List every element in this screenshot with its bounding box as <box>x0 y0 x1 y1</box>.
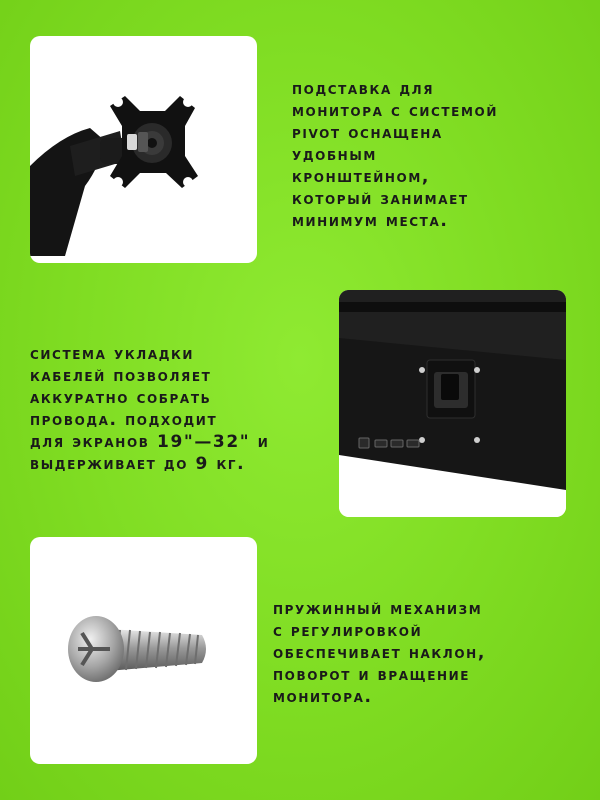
text-line: pivot оснащена <box>292 123 443 143</box>
text-line: монитора с системой <box>292 101 498 121</box>
text-line: удобным <box>292 145 377 165</box>
text-line: система укладки <box>30 344 195 364</box>
vesa-arm-photo-card <box>30 36 257 263</box>
text-line: аккуратно собрать <box>30 388 212 408</box>
text-block-1 <box>292 78 592 232</box>
screw-image <box>30 537 257 764</box>
text-line: обеспечивает наклон, <box>273 643 486 663</box>
vesa-bracket-image <box>30 36 257 263</box>
text-line: кронштейном, <box>292 167 430 187</box>
text-line: монитора. <box>273 687 373 707</box>
text-block-3 <box>273 598 593 708</box>
text-line: для экранов 19"—32" и <box>30 432 270 452</box>
text-line: минимум места. <box>292 211 449 231</box>
text-line: с регулировкой <box>273 621 423 641</box>
text-line: провода. подходит <box>30 410 218 430</box>
text-line: который занимает <box>292 189 469 209</box>
text-line: пружинный механизм <box>273 599 483 619</box>
monitor-rear-image <box>339 290 566 517</box>
monitor-rear-photo-card <box>339 290 566 517</box>
text-line: подставка для <box>292 79 435 99</box>
text-block-2 <box>30 343 330 475</box>
text-line: выдерживает до 9 кг. <box>30 454 246 474</box>
text-line: кабелей позволяет <box>30 366 212 386</box>
text-line: поворот и вращение <box>273 665 471 685</box>
screw-photo-card <box>30 537 257 764</box>
